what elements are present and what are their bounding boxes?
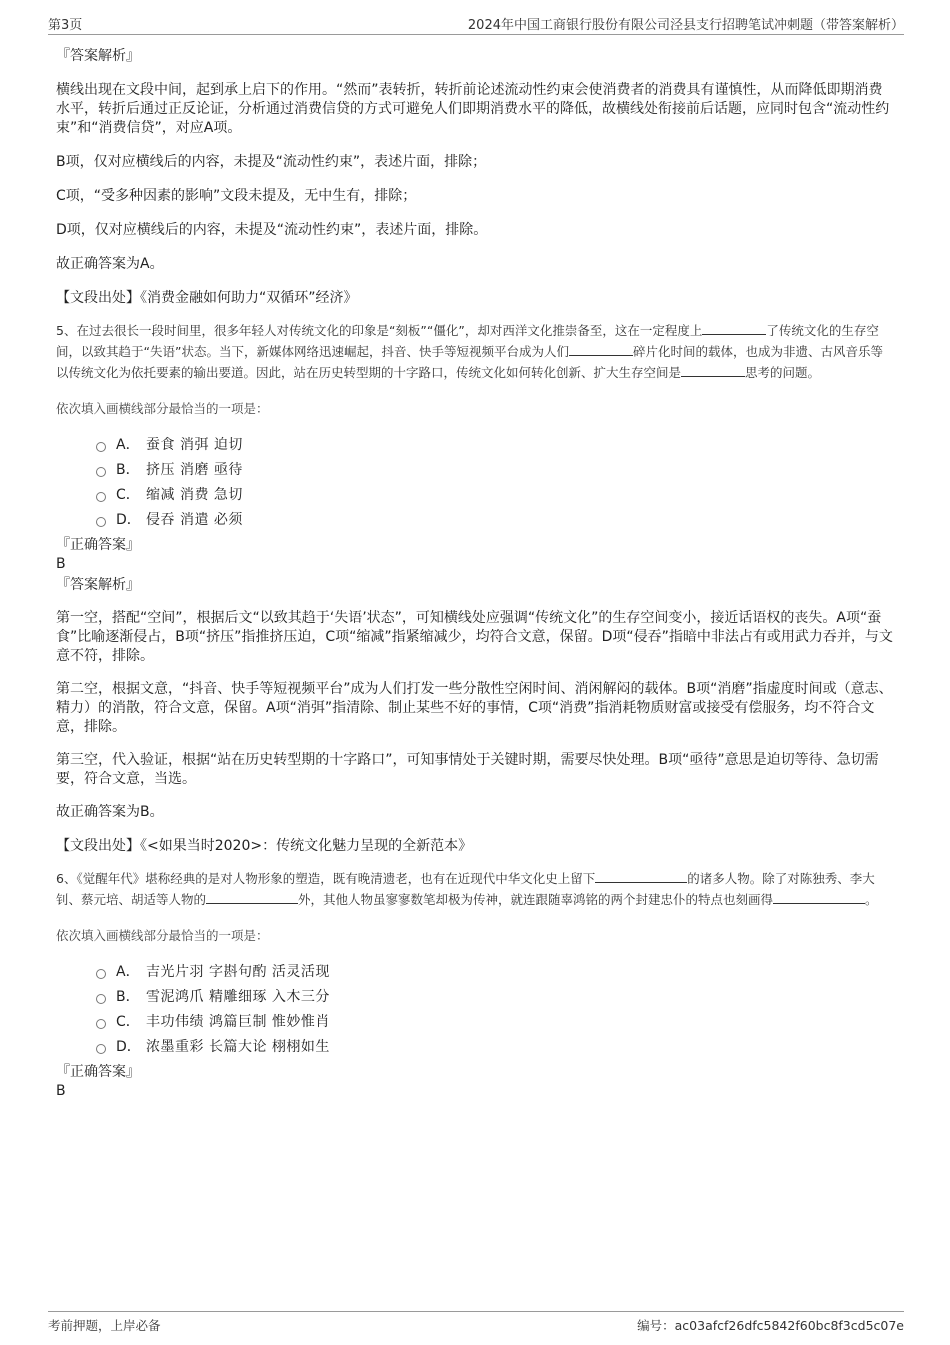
question-prompt: 依次填入画横线部分最恰当的一项是： [56,928,269,943]
analysis-paragraph: 第二空，根据文意，“抖音、快手等短视频平台”成为人们打发一些分散性空闲时间、消闲解闷的载体。B项“消磨”指虚度时间或（意志、精力）的消散，符合文意，保留。A项“消弭”指清除、制止某些不好的事情，C项“消费”指消耗物质财富或接受有偿服务，均不符合文意，排除。 [56,681,893,735]
page-number: 第3页 [48,18,83,33]
option-d[interactable]: D． 侵吞 消遣 必须 [96,506,894,531]
analysis-heading: 『答案解析』 [56,48,140,64]
radio-icon[interactable] [96,517,106,527]
analysis-heading: 『答案解析』 [56,577,140,593]
option-c[interactable]: C． 丰功伟绩 鸿篇巨制 惟妙惟肖 [96,1008,894,1033]
option-b[interactable]: B． 挤压 消磨 亟待 [96,456,894,481]
page-footer [48,1311,904,1338]
radio-icon[interactable] [96,492,106,502]
document-body [56,44,894,1100]
radio-icon[interactable] [96,1019,106,1029]
document-id: 编号：ac03afcf26dfc5842f60bc8f3cd5c07e [637,1318,904,1333]
option-list [96,431,894,531]
radio-icon[interactable] [96,442,106,452]
radio-icon[interactable] [96,994,106,1004]
fill-blank [681,364,745,377]
option-a[interactable]: A． 吉光片羽 字斟句酌 活灵活现 [96,958,894,983]
analysis-paragraph: B项，仅对应横线后的内容，未提及“流动性约束”，表述片面，排除； [56,154,487,170]
radio-icon[interactable] [96,1044,106,1054]
source-citation: 【文段出处】《消费金融如何助力“双循环”经济》 [56,290,358,306]
question-5-text: 5、在过去很长一段时间里，很多年轻人对传统文化的印象是“刻板”“僵化”，却对西洋文化推崇备至，这在一定程度上 了传统文化的生存空间，以致其趋于“失语”状态。当下，新媒体网络迅速崛起，抖音、快手等短视频平台成为人们 碎片化时间的载体，也成为非遗、古风音乐等以传统文化为依托要素的输出要道。因此，站在历史转型期的十字路口，传统文化如何转化创新、扩大生存空间是 思考的问题。 [56,323,883,380]
analysis-paragraph: C项，“受多种因素的影响”文段未提及，无中生有，排除； [56,188,417,204]
radio-icon[interactable] [96,467,106,477]
option-c[interactable]: C． 缩减 消费 急切 [96,481,894,506]
footer-slogan: 考前押题，上岸必备 [48,1318,161,1333]
fill-blank [206,891,298,904]
question-prompt: 依次填入画横线部分最恰当的一项是： [56,401,269,416]
option-d[interactable]: D． 浓墨重彩 长篇大论 栩栩如生 [96,1033,894,1058]
option-a[interactable]: A． 蚕食 消弭 迫切 [96,431,894,456]
question-6-text: 6、《觉醒年代》堪称经典的是对人物形象的塑造，既有晚清遗老，也有在近现代中华文化史上留下 的诸多人物。除了对陈独秀、李大钊、蔡元培、胡适等人物的 外，其他人物虽寥寥数笔却极为传神，就连跟随辜鸿铭的两个封建忠仆的特点也刻画得 。 [56,871,878,907]
source-citation: 【文段出处】《<如果当时2020>：传统文化魅力呈现的全新范本》 [56,838,473,854]
fill-blank [569,343,633,356]
correct-answer-heading: 『正确答案』 [56,1064,140,1080]
option-list [96,958,894,1058]
document-title: 2024年中国工商银行股份有限公司泾县支行招聘笔试冲刺题（带答案解析） [467,18,904,33]
option-b[interactable]: B． 雪泥鸿爪 精雕细琢 入木三分 [96,983,894,1008]
correct-answer: B [56,556,66,572]
correct-answer: B [56,1083,66,1099]
analysis-paragraph: 横线出现在文段中间，起到承上启下的作用。“然而”表转折，转折前论述流动性约束会使消费者的消费具有谨慎性，从而降低即期消费水平，转折后通过正反论证，分析通过消费信贷的方式可避免人们即期消费水平的降低，故横线处衔接前后话题，应同时包含“流动性约束”和“消费信贷”，对应A项。 [56,82,890,136]
fill-blank [773,891,865,904]
analysis-paragraph: 第一空，搭配“空间”，根据后文“以致其趋于‘失语’状态”，可知横线处应强调“传统文化”的生存空间变小，接近话语权的丧失。A项“蚕食”比喻逐渐侵占，B项“挤压”指推挤压迫，C项“缩减”指紧缩减少，均符合文意，保留。D项“侵吞”指暗中非法占有或用武力吞并，与文意不符，排除。 [56,610,893,664]
conclusion-paragraph: 故正确答案为A。 [56,256,164,272]
fill-blank [702,322,766,335]
fill-blank [595,870,687,883]
conclusion-paragraph: 故正确答案为B。 [56,804,164,820]
correct-answer-heading: 『正确答案』 [56,537,140,553]
analysis-paragraph: D项，仅对应横线后的内容，未提及“流动性约束”，表述片面，排除。 [56,222,488,238]
analysis-paragraph: 第三空，代入验证，根据“站在历史转型期的十字路口”，可知事情处于关键时期，需要尽快处理。B项“亟待”意思是迫切等待、急切需要，符合文意，当选。 [56,752,879,787]
radio-icon[interactable] [96,969,106,979]
page-header [48,12,904,35]
